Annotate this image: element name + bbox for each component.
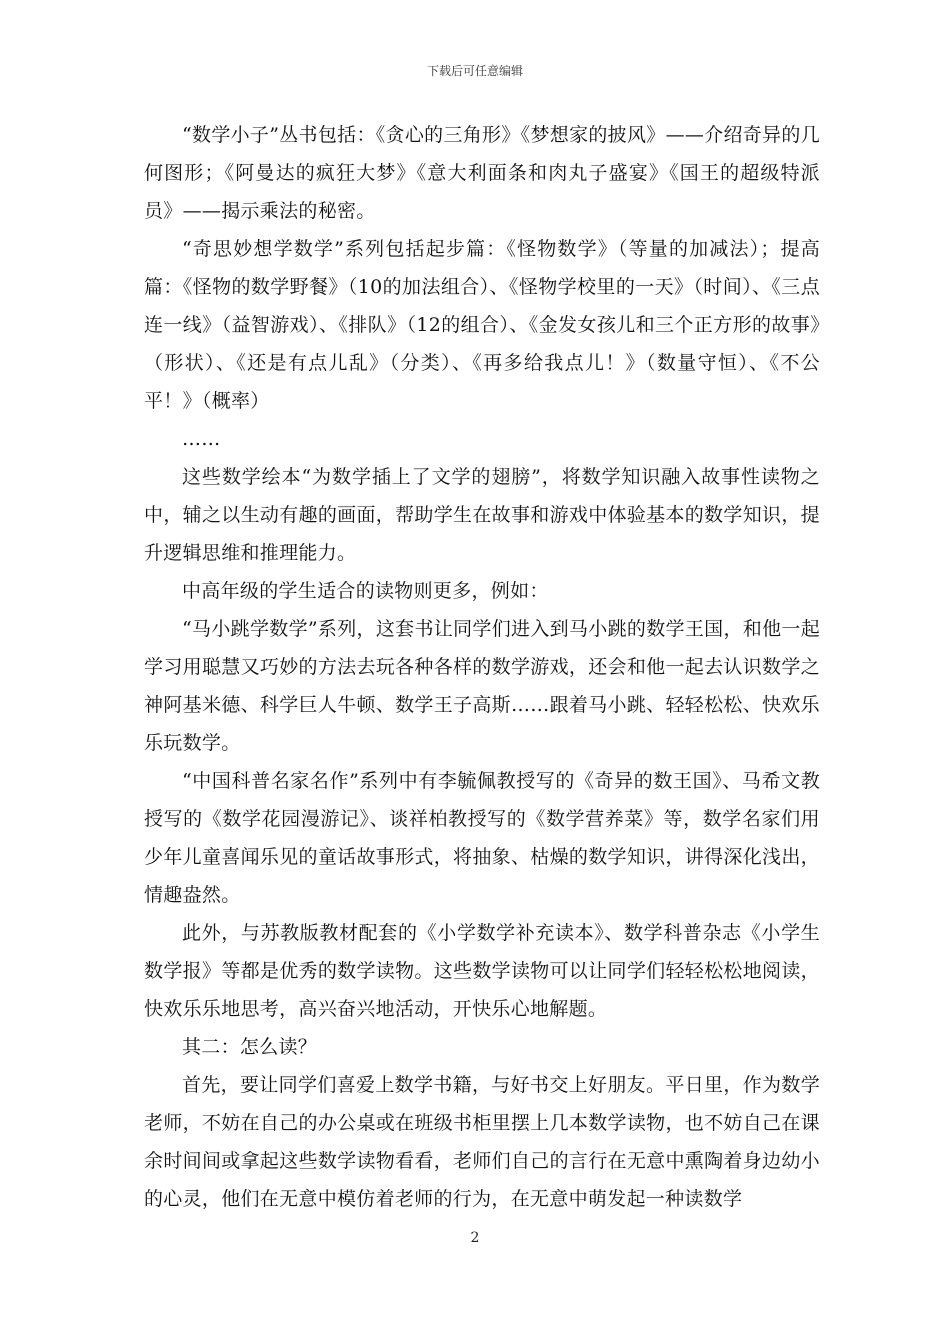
- paragraph: 中高年级的学生适合的读物则更多，例如：: [182, 580, 549, 602]
- paragraph: 此外，与苏教版教材配套的《小学数学补充读本》、数学科普杂志《小学生数学报》等都是优秀的数学读物。这些数学读物可以让同学们轻轻松松地阅读，快欢乐乐地思考，高兴奋兴地活动，开快乐心地解题。: [144, 922, 820, 1020]
- page-header: 下载后可任意编辑: [426, 64, 523, 78]
- page-number: 2: [470, 1230, 480, 1246]
- paragraph: 这些数学绘本“为数学插上了文学的翅膀”，将数学知识融入故事性读物之中，辅之以生动有趣的画面，帮助学生在故事和游戏中体验基本的数学知识，提升逻辑思维和推理能力。: [144, 466, 820, 564]
- paragraph: 首先，要让同学们喜爱上数学书籍，与好书交上好朋友。平日里，作为数学老师，不妨在自己的办公桌或在班级书柜里摆上几本数学读物，也不妨自己在课余时间间或拿起这些数学读物看看，老师们自己的言行在无意中熏陶着身边幼小的心灵，他们在无意中模仿着老师的行为，在无意中萌发起一种读数学: [144, 1074, 820, 1210]
- paragraph: “数学小子”丛书包括：《贪心的三角形》《梦想家的披风》——介绍奇异的几何图形；《阿曼达的疯狂大梦》《意大利面条和肉丸子盛宴》《国王的超级特派员》——揭示乘法的秘密。: [144, 124, 820, 222]
- paragraph: “马小跳学数学”系列，这套书让同学们进入到马小跳的数学王国，和他一起学习用聪慧又巧妙的方法去玩各种各样的数学游戏，还会和他一起去认识数学之神阿基米德、科学巨人牛顿、数学王子高斯……跟着马小跳、轻轻松松、快欢乐乐玩数学。: [144, 618, 820, 754]
- document-body: [144, 116, 820, 1218]
- paragraph-ellipsis: ……: [182, 428, 221, 450]
- section-heading: 其二：怎么读？: [182, 1036, 318, 1058]
- paragraph: “奇思妙想学数学”系列包括起步篇：《怪物数学》（等量的加减法）；提高篇：《怪物的数学野餐》（10的加法组合）、《怪物学校里的一天》（时间）、《三点连一线》（益智游戏）、《排队》（12的组合）、《金发女孩儿和三个正方形的故事》（形状）、《还是有点儿乱》（分类）、《再多给我点儿！》（数量守恒）、《不公平！》（概率）: [144, 238, 820, 412]
- paragraph: “中国科普名家名作”系列中有李毓佩教授写的《奇异的数王国》、马希文教授写的《数学花园漫游记》、谈祥柏教授写的《数学营养菜》等，数学名家们用少年儿童喜闻乐见的童话故事形式，将抽象、枯燥的数学知识，讲得深化浅出，情趣盎然。: [144, 770, 820, 906]
